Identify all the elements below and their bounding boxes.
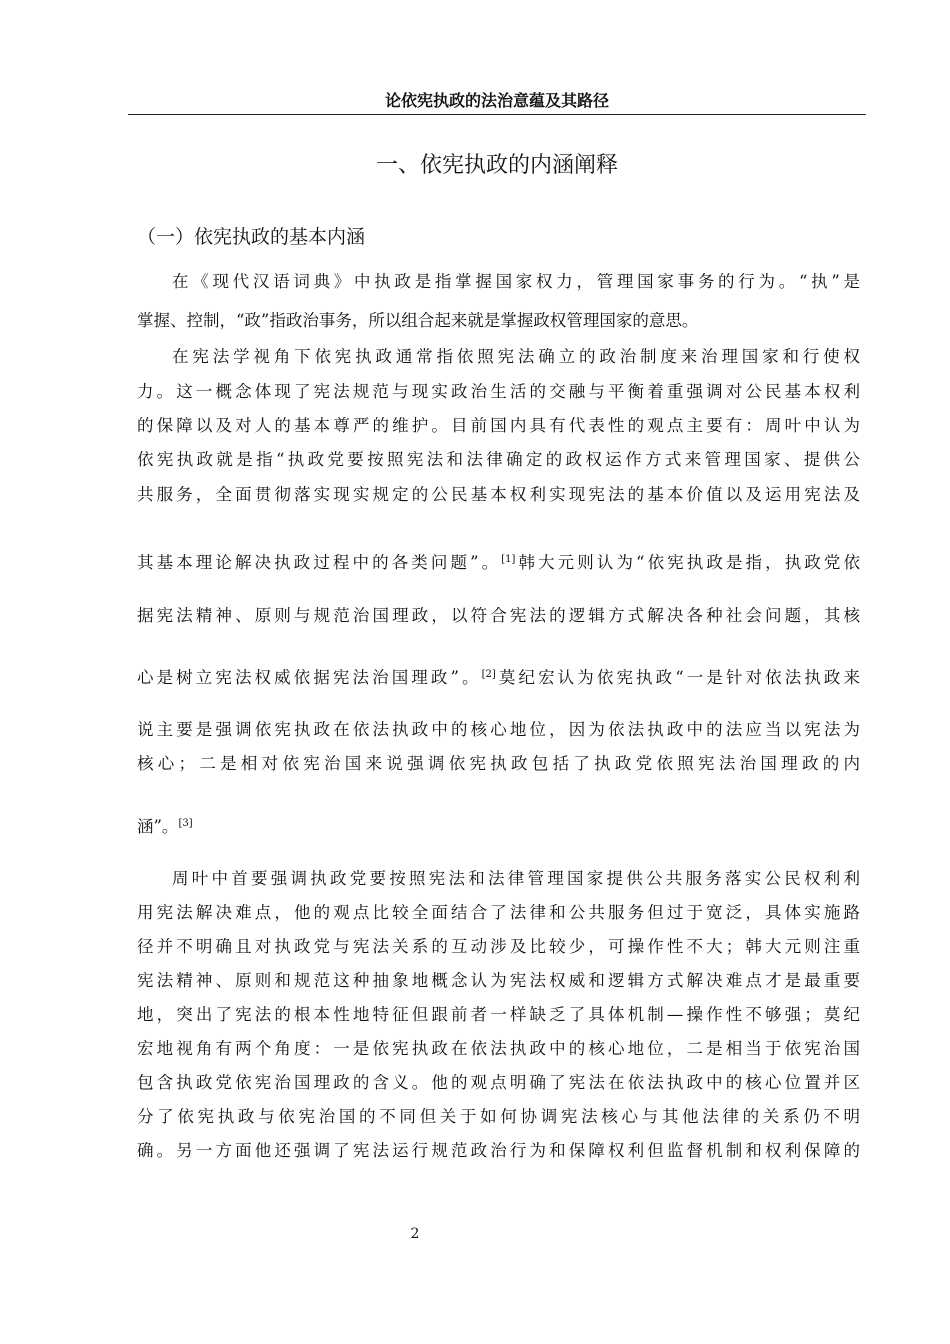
paragraph-line: 的保障以及对人的基本尊严的维护。目前国内具有代表性的观点主要有：周叶中认为 [137, 416, 860, 435]
paragraph-line: 说主要是强调依宪执政在依法执政中的核心地位，因为依法执政中的法应当以宪法为 [137, 720, 860, 739]
quote-text: 莫纪宏认为依宪执政“一是针对依法执政来 [495, 668, 861, 687]
quote-text: 韩大元则认为“依宪执政是指，执政党依 [515, 553, 861, 572]
quote-text: 心是树立宪法权威依据宪法治国理政”。 [137, 668, 482, 687]
paragraph-line: 在宪法学视角下依宪执政通常指依照宪法确立的政治制度来治理国家和行使权 [172, 347, 860, 366]
paragraph-line: 依宪执政就是指“执政党要按照宪法和法律确定的政权运作方式来管理国家、提供公 [137, 450, 860, 469]
paragraph-line: 共服务，全面贯彻落实现实规定的公民基本权利实现宪法的基本价值以及运用宪法及 [137, 485, 860, 504]
paragraph-line: 核心；二是相对依宪治国来说强调依宪执政包括了执政党依照宪法治国理政的内 [137, 754, 860, 773]
paragraph-line: 宏地视角有两个角度：一是依宪执政在依法执政中的核心地位，二是相当于依宪治国 [137, 1039, 860, 1058]
paragraph-line [137, 666, 860, 690]
citation-ref-1[interactable]: [1] [501, 554, 516, 565]
chapter-title: 一、依宪执政的内涵阐释 [375, 153, 618, 178]
paragraph-line: 力。这一概念体现了宪法规范与现实政治生活的交融与平衡着重强调对公民基本权利 [137, 382, 860, 401]
page-number: 2 [410, 1226, 420, 1242]
paragraph-line [137, 815, 860, 839]
running-header: 论依宪执政的法治意蕴及其路径 [384, 91, 609, 110]
paragraph-line: 周叶中首要强调执政党要按照宪法和法律管理国家提供公共服务落实公民权利利 [172, 869, 860, 888]
paragraph-line: 分了依宪执政与依宪治国的不同但关于如何协调宪法核心与其他法律的关系仍不明 [137, 1107, 860, 1126]
quote-text: 涵”。 [137, 817, 179, 836]
paragraph-line: 确。另一方面他还强调了宪法运行规范政治行为和保障权利但监督机制和权利保障的 [137, 1141, 860, 1160]
paragraph-line: 在《现代汉语词典》中执政是指掌握国家权力，管理国家事务的行为。“执”是 [172, 272, 860, 291]
paragraph-line [137, 551, 860, 575]
quote-text: 其基本理论解决执政过程中的各类问题”。 [137, 553, 502, 572]
section-title: （一）依宪执政的基本内涵 [137, 226, 366, 248]
paragraph-line: 包含执政党依宪治国理政的含义。他的观点明确了宪法在依法执政中的核心位置并区 [137, 1073, 860, 1092]
citation-ref-3[interactable]: [3] [178, 818, 193, 829]
citation-ref-2[interactable]: [2] [481, 669, 496, 680]
header-rule [128, 114, 866, 115]
paragraph-line: 掌握、控制，“政”指政治事务，所以组合起来就是掌握政权管理国家的意思。 [137, 311, 699, 330]
paragraph-line: 地，突出了宪法的根本性地特征但跟前者一样缺乏了具体机制—操作性不够强；莫纪 [137, 1005, 860, 1024]
paragraph-line: 径并不明确且对执政党与宪法关系的互动涉及比较少，可操作性不大；韩大元则注重 [137, 937, 860, 956]
paragraph-line: 宪法精神、原则和规范这种抽象地概念认为宪法权威和逻辑方式解决难点才是最重要 [137, 971, 860, 990]
paragraph-line: 用宪法解决难点，他的观点比较全面结合了法律和公共服务但过于宽泛，具体实施路 [137, 903, 860, 922]
paragraph-line: 据宪法精神、原则与规范治国理政，以符合宪法的逻辑方式解决各种社会问题，其核 [137, 606, 860, 625]
